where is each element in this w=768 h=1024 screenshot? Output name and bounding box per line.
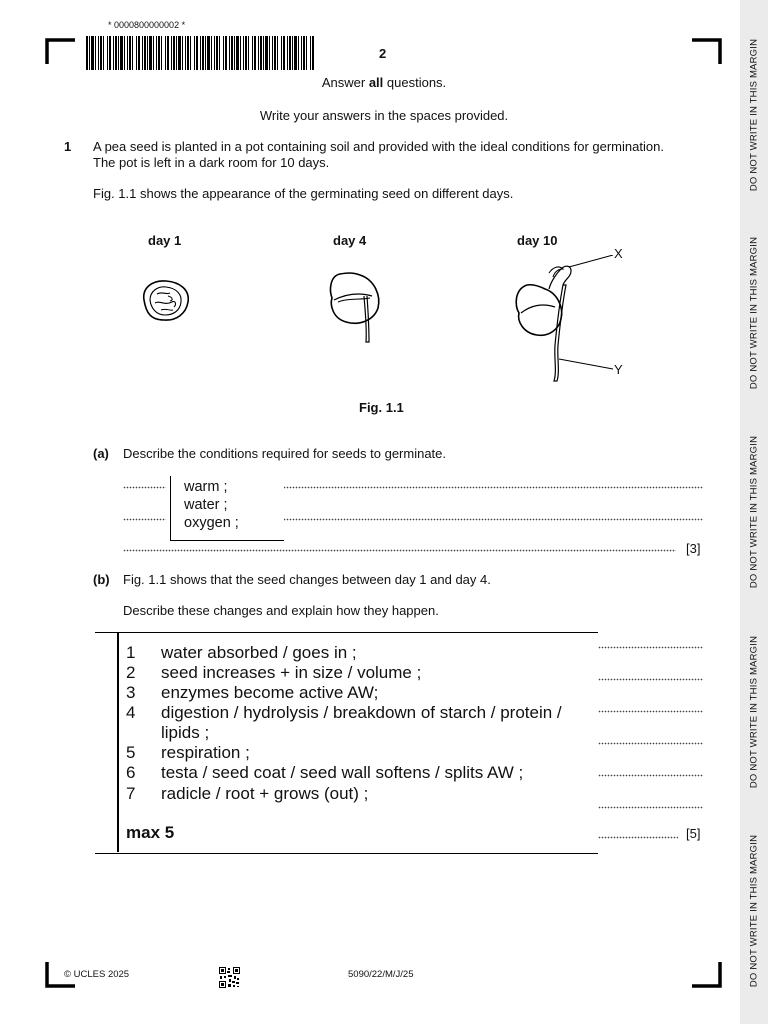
answer-line[interactable] — [598, 640, 703, 650]
figure-label-day4: day 4 — [333, 233, 367, 248]
figure-label-day10: day 10 — [517, 233, 558, 248]
answer-line[interactable] — [283, 480, 703, 490]
barcode — [86, 36, 316, 70]
corner-mark-bottom-right — [692, 962, 722, 988]
margin-warning: DO NOT WRITE IN THIS MARGIN — [748, 38, 760, 192]
answer-line[interactable] — [123, 512, 166, 522]
instruction-line-2: Write your answers in the spaces provided. — [259, 108, 509, 123]
answer-oxygen: oxygen ; — [184, 515, 239, 531]
answer-line[interactable] — [598, 768, 703, 778]
margin-warning: DO NOT WRITE IN THIS MARGIN — [748, 834, 760, 988]
margin-warning: DO NOT WRITE IN THIS MARGIN — [748, 435, 760, 589]
barcode-text: * 0000800000002 * — [108, 20, 186, 30]
max-marks: max 5 — [126, 823, 175, 842]
answer-warm: warm ; — [184, 479, 228, 495]
page-number: 2 — [379, 46, 387, 61]
answer-line[interactable] — [598, 830, 678, 840]
corner-mark-top-right — [692, 38, 722, 64]
part-b-question-line-1: Fig. 1.1 shows that the seed changes between day 1 and day 4. — [123, 572, 491, 587]
part-b-marks: [5] — [686, 826, 701, 841]
answer-line[interactable] — [598, 704, 703, 714]
figure-caption: Fig. 1.1 — [359, 400, 404, 415]
part-b-label: (b) — [93, 572, 110, 587]
question-stem-line-2: The pot is left in a dark room for 10 days. — [93, 155, 330, 170]
figure-intro: Fig. 1.1 shows the appearance of the germinating seed on different days. — [93, 186, 514, 201]
qr-code-icon — [219, 967, 240, 988]
answer-line[interactable] — [598, 800, 703, 810]
seed-day10-drawing — [505, 255, 625, 385]
corner-mark-top-left — [45, 38, 75, 64]
answer-line[interactable] — [598, 672, 703, 682]
margin-warning: DO NOT WRITE IN THIS MARGIN — [748, 635, 760, 789]
part-b-question-line-2: Describe these changes and explain how they happen. — [123, 603, 439, 618]
answer-water: water ; — [184, 497, 228, 513]
footer-copyright: © UCLES 2025 — [64, 969, 130, 980]
question-stem-line-1: A pea seed is planted in a pot containing soil and provided with the ideal conditions for germination. — [93, 139, 664, 154]
footer-paper-code: 5090/22/M/J/25 — [348, 969, 414, 980]
part-a-label: (a) — [93, 446, 109, 461]
figure-label-x: X — [614, 246, 623, 261]
part-a-marks: [3] — [686, 541, 701, 556]
answer-line[interactable] — [598, 736, 703, 746]
answer-line[interactable] — [283, 512, 703, 522]
answer-line[interactable] — [123, 543, 676, 553]
margin-warning: DO NOT WRITE IN THIS MARGIN — [748, 236, 760, 390]
mark-scheme-divider — [117, 633, 119, 852]
figure-label-y: Y — [614, 362, 623, 377]
question-number: 1 — [64, 139, 72, 154]
part-a-question: Describe the conditions required for seeds to germinate. — [123, 446, 447, 461]
seed-day1-drawing — [130, 270, 200, 330]
seed-day4-drawing — [318, 268, 388, 348]
figure-label-day1: day 1 — [148, 233, 182, 248]
answer-line[interactable] — [123, 480, 166, 490]
instruction-line-1: Answer all questions. — [321, 75, 447, 90]
